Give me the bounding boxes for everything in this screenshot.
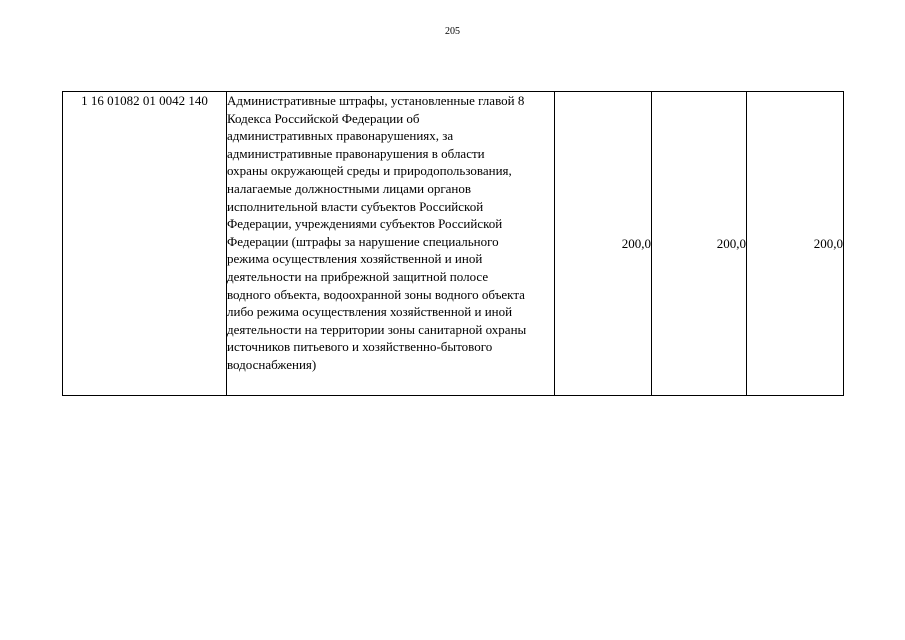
description-line: административных правонарушениях, за	[227, 128, 454, 144]
description-line: режима осуществления хозяйственной и иной	[227, 251, 483, 267]
description-line: водоснабжения)	[227, 356, 317, 372]
description-line: Федерации (штрафы за нарушение специального	[227, 233, 499, 249]
description-line: охраны окружающей среды и природопользования,	[227, 163, 512, 179]
description-line: деятельности на территории зоны санитарной охраны	[227, 321, 527, 337]
description-line: водного объекта, водоохранной зоны водного объекта	[227, 286, 525, 302]
description-line: Административные штрафы, установленные главой 8	[227, 93, 525, 108]
page-number: 205	[445, 26, 460, 37]
amount-year-2: 200,0	[652, 92, 747, 396]
description-line: либо режима осуществления хозяйственной и иной	[227, 304, 513, 320]
description-line: Федерации, учреждениями субъектов Российской	[227, 216, 503, 232]
description-line: источников питьевого и хозяйственно-бытового	[227, 339, 493, 355]
description-line: Кодекса Российской Федерации об	[227, 110, 420, 126]
description-line: налагаемые должностными лицами органов	[227, 180, 472, 196]
amount-year-1: 200,0	[555, 92, 652, 396]
description-line: исполнительной власти субъектов Российской	[227, 198, 484, 214]
amount-year-3: 200,0	[747, 92, 844, 396]
description-line: административные правонарушения в области	[227, 145, 485, 161]
revenue-description	[227, 92, 555, 396]
budget-classification-code: 1 16 01082 01 0042 140	[63, 92, 227, 396]
table-row	[63, 92, 844, 396]
description-line: деятельности на прибрежной защитной полосе	[227, 268, 489, 284]
budget-table	[62, 91, 844, 396]
